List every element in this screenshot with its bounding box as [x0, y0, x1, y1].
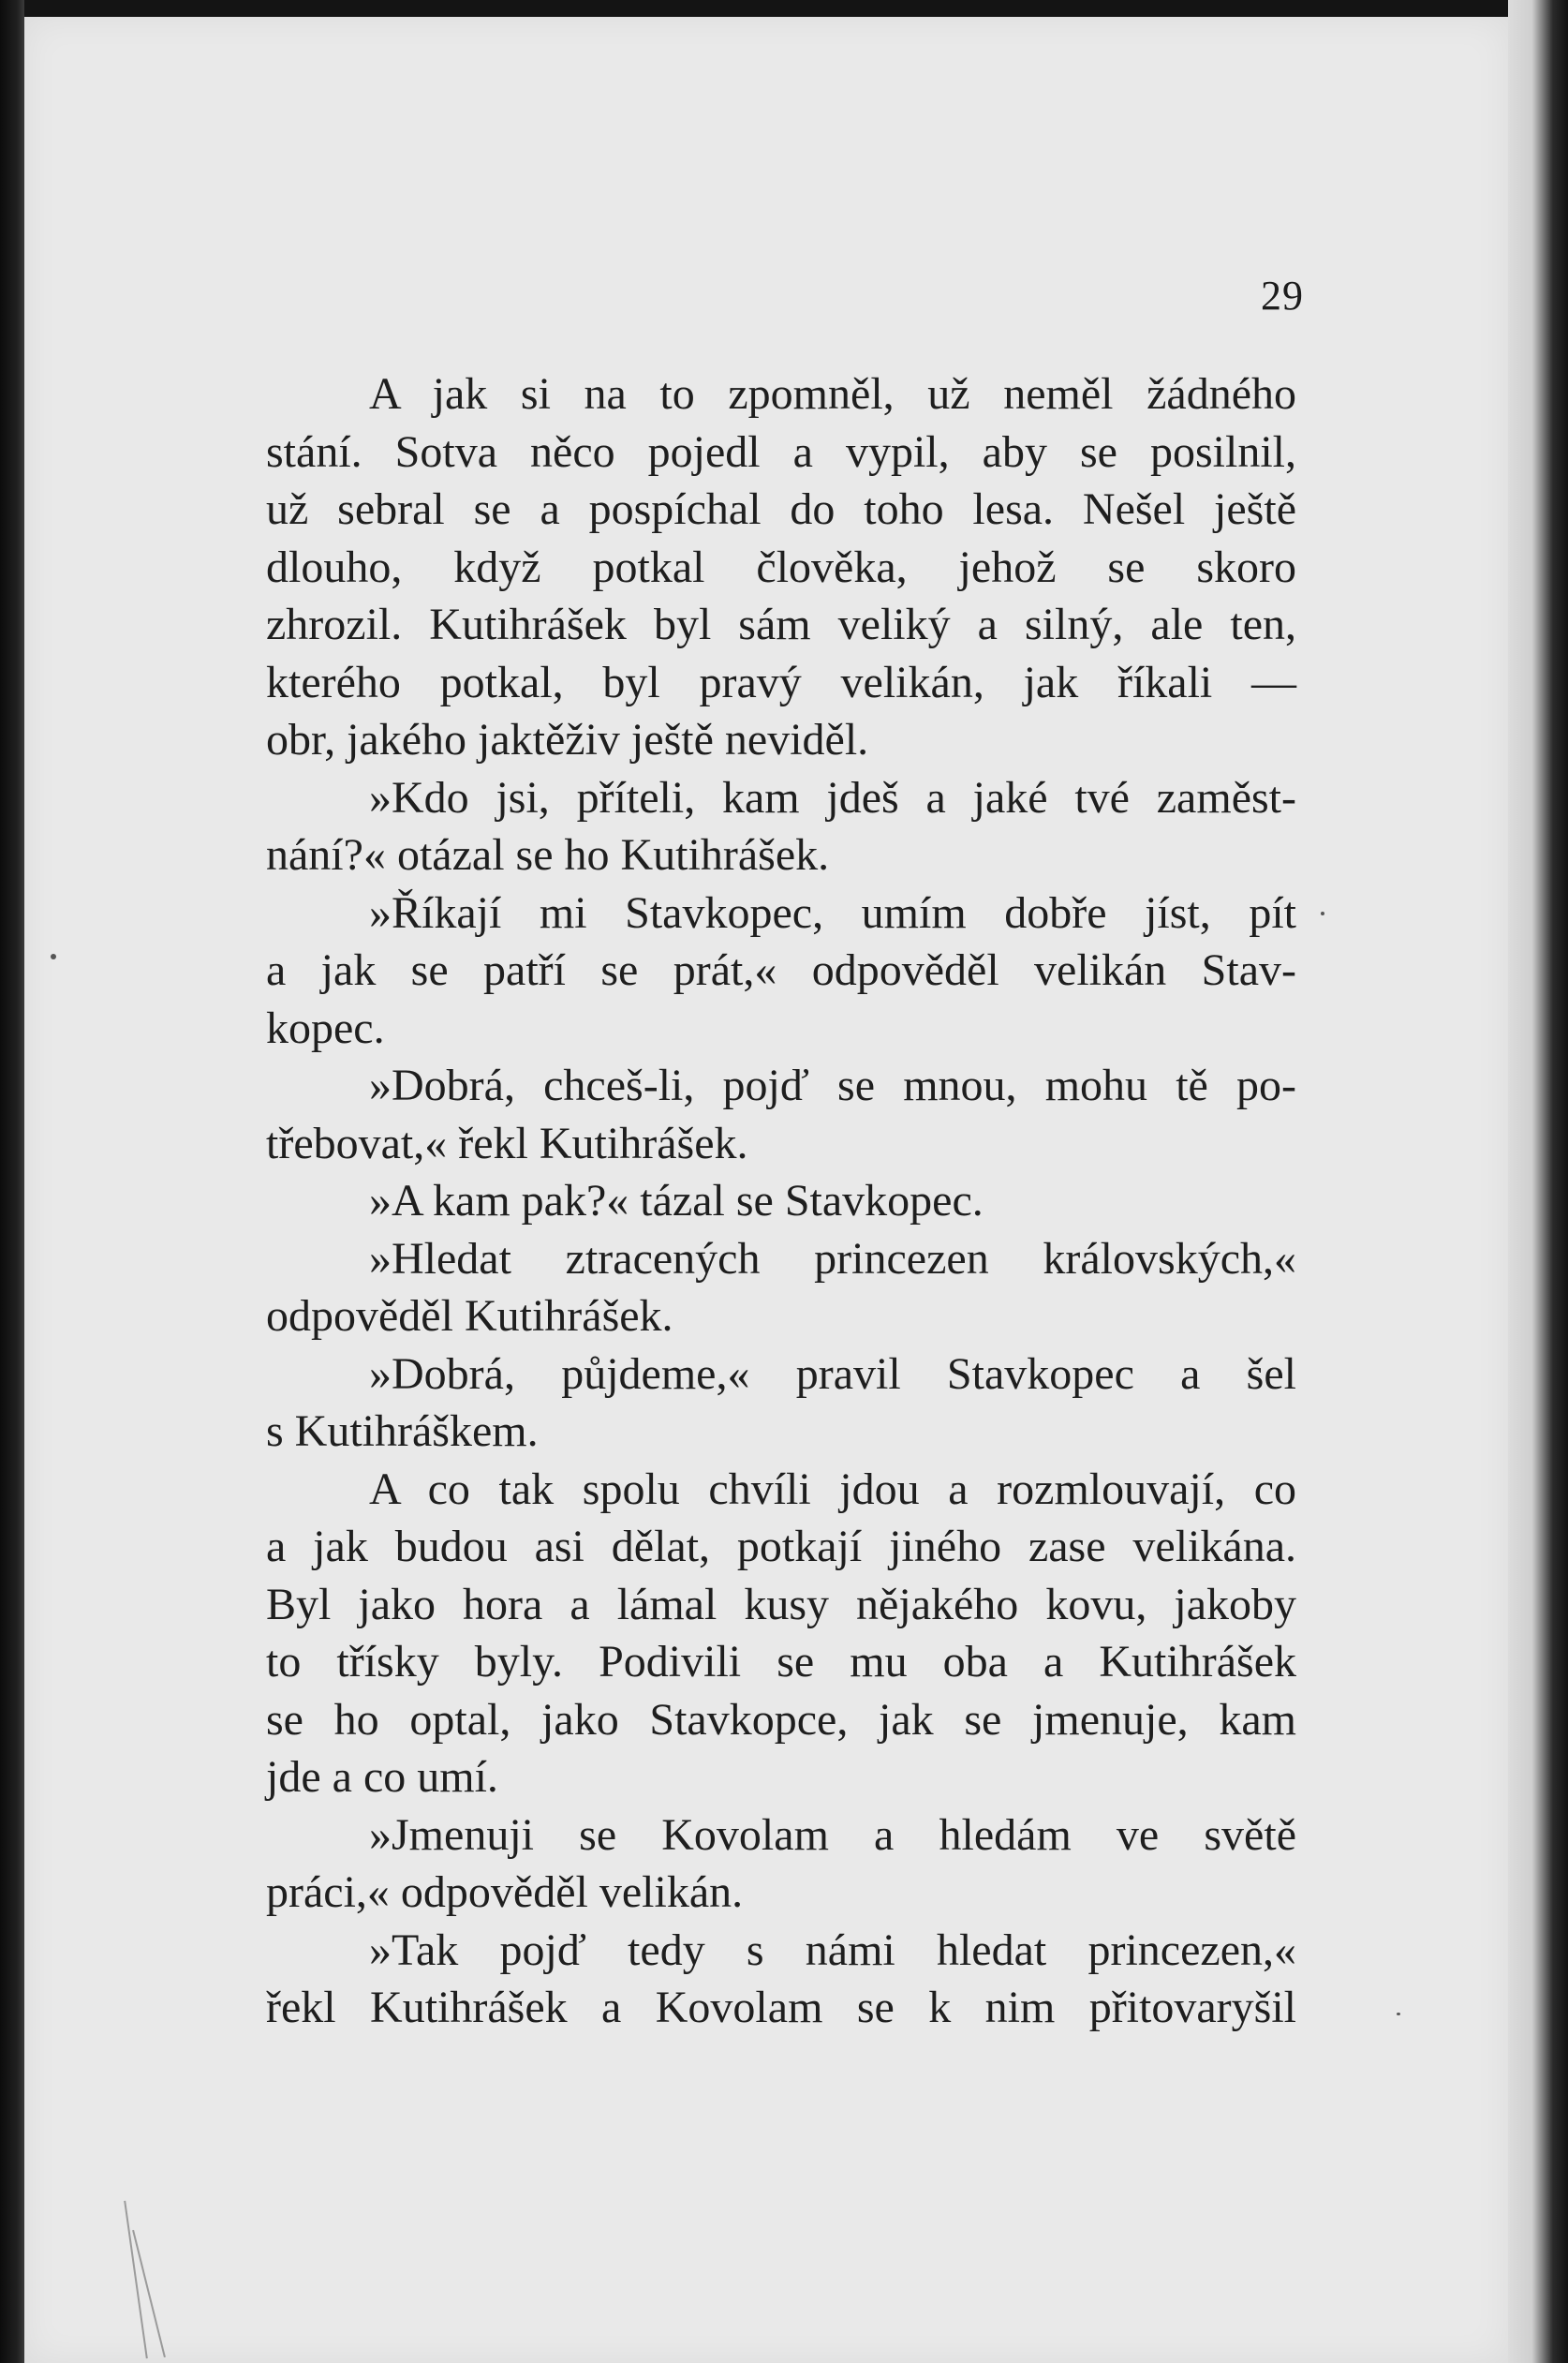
- text-line: »Říkají mi Stavkopec, umím dobře jíst, pít: [369, 887, 1296, 938]
- text-line: a jak budou asi dělat, potkají jiného zase velikána.: [266, 1522, 1296, 1571]
- text-line: »Tak pojď tedy s námi hledat princezen,«: [369, 1925, 1296, 1975]
- text-line: Byl jako hora a lámal kusy nějakého kovu, jakoby: [266, 1579, 1296, 1629]
- text-line: a jak se patří se prát,« odpověděl velikán Stav-: [266, 945, 1296, 995]
- text-line: »Hledat ztracených princezen královských,«: [369, 1233, 1296, 1284]
- text-line: »A kam pak?« tázal se Stavkopec.: [369, 1176, 984, 1226]
- text-line: s Kutihráškem.: [266, 1406, 539, 1456]
- text-line: to třísky byly. Podivili se mu oba a Kutihrášek: [266, 1637, 1296, 1687]
- text-line: obr, jakého jaktěživ ještě neviděl.: [266, 715, 869, 765]
- text-line: řekl Kutihrášek a Kovolam se k nim přitovaryšil: [266, 1983, 1296, 2032]
- text-line: nání?« otázal se ho Kutihrášek.: [266, 830, 830, 880]
- text-line: »Dobrá, chceš-li, pojď se mnou, mohu tě po-: [369, 1061, 1296, 1110]
- text-line: kterého potkal, byl pravý velikán, jak říkali —: [266, 657, 1296, 707]
- text-line: kopec.: [266, 1003, 385, 1053]
- text-line: stání. Sotva něco pojedl a vypil, aby se posilnil,: [266, 426, 1296, 477]
- text-line: »Kdo jsi, příteli, kam jdeš a jaké tvé zaměst-: [369, 772, 1296, 823]
- text-line: »Dobrá, půjdeme,« pravil Stavkopec a šel: [369, 1348, 1296, 1399]
- book-gutter-shadow: [0, 0, 24, 2363]
- body-text: [266, 365, 1296, 2037]
- paper-speck: [1397, 2013, 1400, 2015]
- page-number: 29: [1261, 273, 1304, 319]
- text-line: jde a co umí.: [266, 1752, 498, 1802]
- paper-speck: [51, 954, 56, 959]
- page-edge-right: [1508, 0, 1568, 2363]
- text-line: třebovat,« řekl Kutihrášek.: [266, 1118, 748, 1168]
- text-line: zhrozil. Kutihrášek byl sám veliký a silný, ale ten,: [266, 600, 1296, 649]
- text-line: práci,« odpověděl velikán.: [266, 1867, 744, 1917]
- text-line: »Jmenuji se Kovolam a hledám ve světě: [369, 1809, 1296, 1860]
- book-page: [24, 17, 1508, 2363]
- text-line: se ho optal, jako Stavkopce, jak se jmenuje, kam: [266, 1694, 1296, 1745]
- text-line: dlouho, když potkal člověka, jehož se skoro: [266, 542, 1296, 592]
- text-line: A jak si na to zpomněl, už neměl žádného: [369, 369, 1296, 419]
- text-line: odpověděl Kutihrášek.: [266, 1291, 673, 1341]
- text-line: už sebral se a pospíchal do toho lesa. Nešel ještě: [266, 484, 1296, 534]
- paper-speck: [1321, 912, 1324, 915]
- text-line: A co tak spolu chvíli jdou a rozmlouvají, co: [369, 1464, 1296, 1514]
